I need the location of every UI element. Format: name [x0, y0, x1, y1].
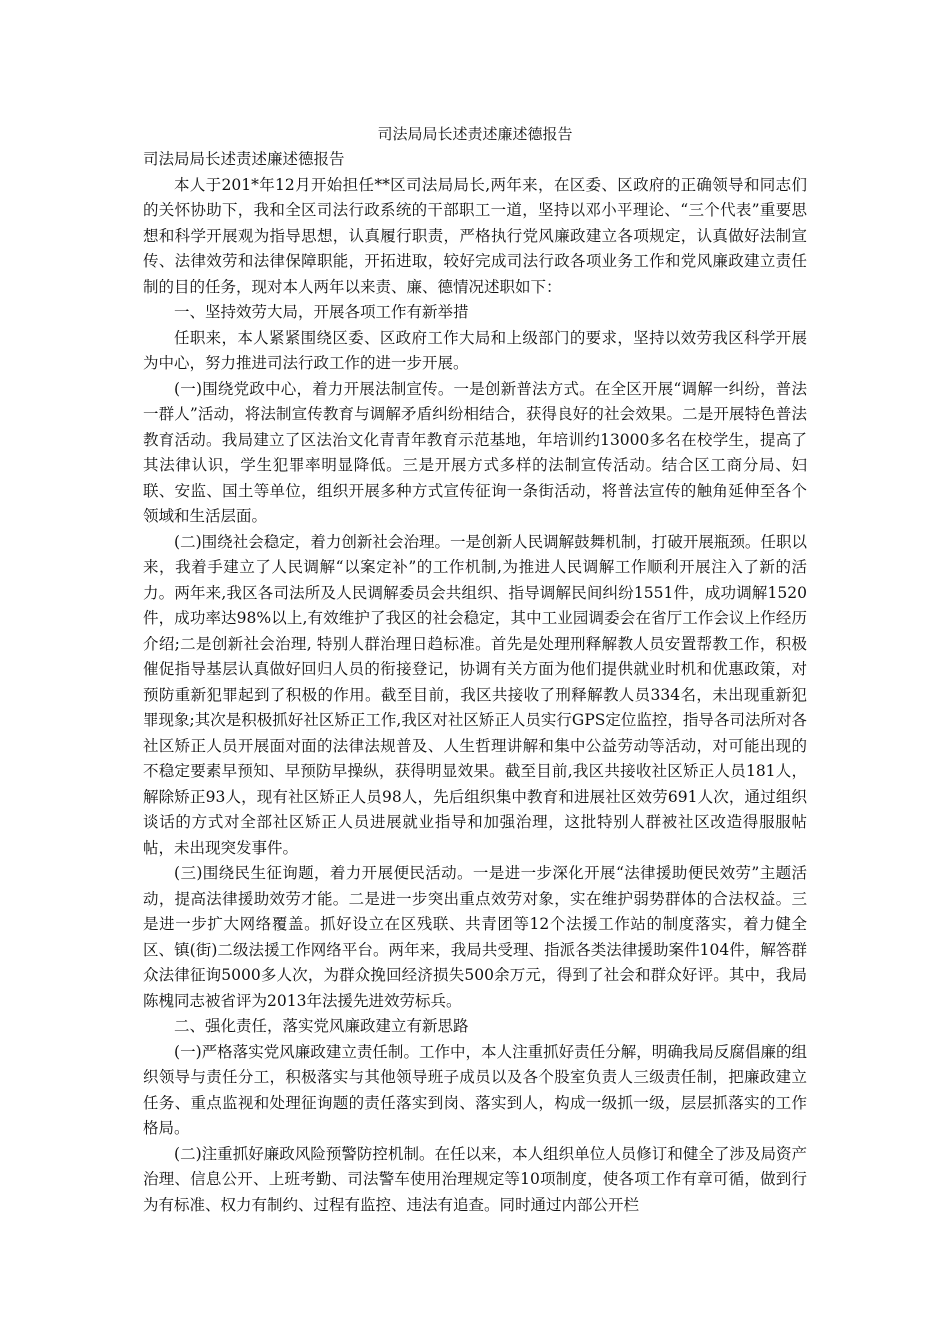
document-page — [143, 122, 807, 1218]
paragraph-risk-control: (二)注重抓好廉政风险预警防控机制。在任以来，本人组织单位人员修订和健全了涉及局资产治理、信息公开、上班考勤、司法警车使用治理规定等10项制度，使各项工作有章可循，做到行为有标准、权力有制约、过程有监控、违法有追查。同时通过内部公开栏 — [143, 1144, 807, 1214]
document-subtitle: 司法局局长述责述廉述德报告 — [143, 150, 345, 168]
section-heading-2: 二、强化责任，落实党风廉政建立有新思路 — [174, 1017, 469, 1035]
paragraph-social-governance: (二)围绕社会稳定，着力创新社会治理。一是创新人民调解鼓舞机制，打破开展瓶颈。任职以来，我着手建立了人民调解“以案定补”的工作机制,为推进人民调解工作顺利开展注入了新的活力。两年来,我区各司法所及人民调解委员会共组织、指导调解民间纠纷1551件，成功调解1520件，成功率达98%以上,有效维护了我区的社会稳定，其中工业园调委会在省厅工作会议上作经历介绍;二是创新社会治理, 特别人群治理日趋标准。首先是处理刑释解教人员安置帮教工作，积极催促指导基层认真做好回归人员的衔接登记，协调有关方面为他们提供就业时机和优惠政策，对预防重新犯罪起到了积极的作用。截至目前，我区共接收了刑释解教人员334名，未出现重新犯罪现象;其次是积极抓好社区矫正工作,我区对社区矫正人员实行GPS定位监控，指导各司法所对各社区矫正人员开展面对面的法律法规普及、人生哲理讲解和集中公益劳动等活动，对可能出现的不稳定要素早预知、早预防早操纵，获得明显效果。截至目前,我区共接收社区矫正人员181人，解除矫正93人，现有社区矫正人员98人，先后组织集中教育和进展社区效劳691人次，通过组织谈话的方式对全部社区矫正人员进展就业指导和加强治理，这批特别人群被社区改造得服服帖帖，未出现突发事件。 — [143, 532, 807, 857]
paragraph-responsibility: (一)严格落实党风廉政建立责任制。工作中，本人注重抓好责任分解，明确我局反腐倡廉的组织领导与责任分工，积极落实与其他领导班子成员以及各个股室负责人三级责任制，把廉政建立任务、重点监视和处理征询题的责任落实到岗、落实到人，构成一级抓一级，层层抓落实的工作格局。 — [143, 1042, 807, 1137]
paragraph-section-1-intro: 任职来，本人紧紧围绕区委、区政府工作大局和上级部门的要求，坚持以效劳我区科学开展为中心，努力推进司法行政工作的进一步开展。 — [143, 328, 807, 372]
section-heading-1: 一、坚持效劳大局，开展各项工作有新举措 — [174, 303, 469, 321]
paragraph-public-service: (三)围绕民生征询题，着力开展便民活动。一是进一步深化开展“法律援助便民效劳”主题活动，提高法律援助效劳才能。二是进一步突出重点效劳对象，实在维护弱势群体的合法权益。三是进一步扩大网络覆盖。抓好设立在区残联、共青团等12个法援工作站的制度落实，着力健全区、镇(街)二级法援工作网络平台。两年来，我局共受理、指派各类法律援助案件104件，解答群众法律征询5000多人次，为群众挽回经济损失500余万元，得到了社会和群众好评。其中，我局陈槐同志被省评为2013年法援先进效劳标兵。 — [143, 864, 807, 1010]
paragraph-intro: 本人于201*年12月开始担任**区司法局局长,两年来，在区委、区政府的正确领导和同志们的关怀协助下，我和全区司法行政系统的干部职工一道，坚持以邓小平理论、“三个代表”重要思想和科学开展观为指导思想，认真履行职责，严格执行党风廉政建立各项规定，认真做好法制宣传、法律效劳和法律保障职能，开拓进取，较好完成司法行政各项业务工作和党风廉政建立责任制的目的任务，现对本人两年以来责、廉、德情况述职如下： — [143, 175, 807, 296]
paragraph-legal-publicity: (一)围绕党政中心，着力开展法制宣传。一是创新普法方式。在全区开展“调解一纠纷，普法一群人”活动，将法制宣传教育与调解矛盾纠纷相结合，获得良好的社会效果。二是开展特色普法教育活动。我局建立了区法治文化青青年教育示范基地，年培训约13000多名在校学生，提高了其法律认识，学生犯罪率明显降低。三是开展方式多样的法制宣传活动。结合区工商分局、妇联、安监、国土等单位，组织开展多种方式宣传征询一条街活动，将普法宣传的触角延伸至各个领域和生活层面。 — [143, 379, 807, 525]
document-title: 司法局局长述责述廉述德报告 — [377, 125, 573, 143]
